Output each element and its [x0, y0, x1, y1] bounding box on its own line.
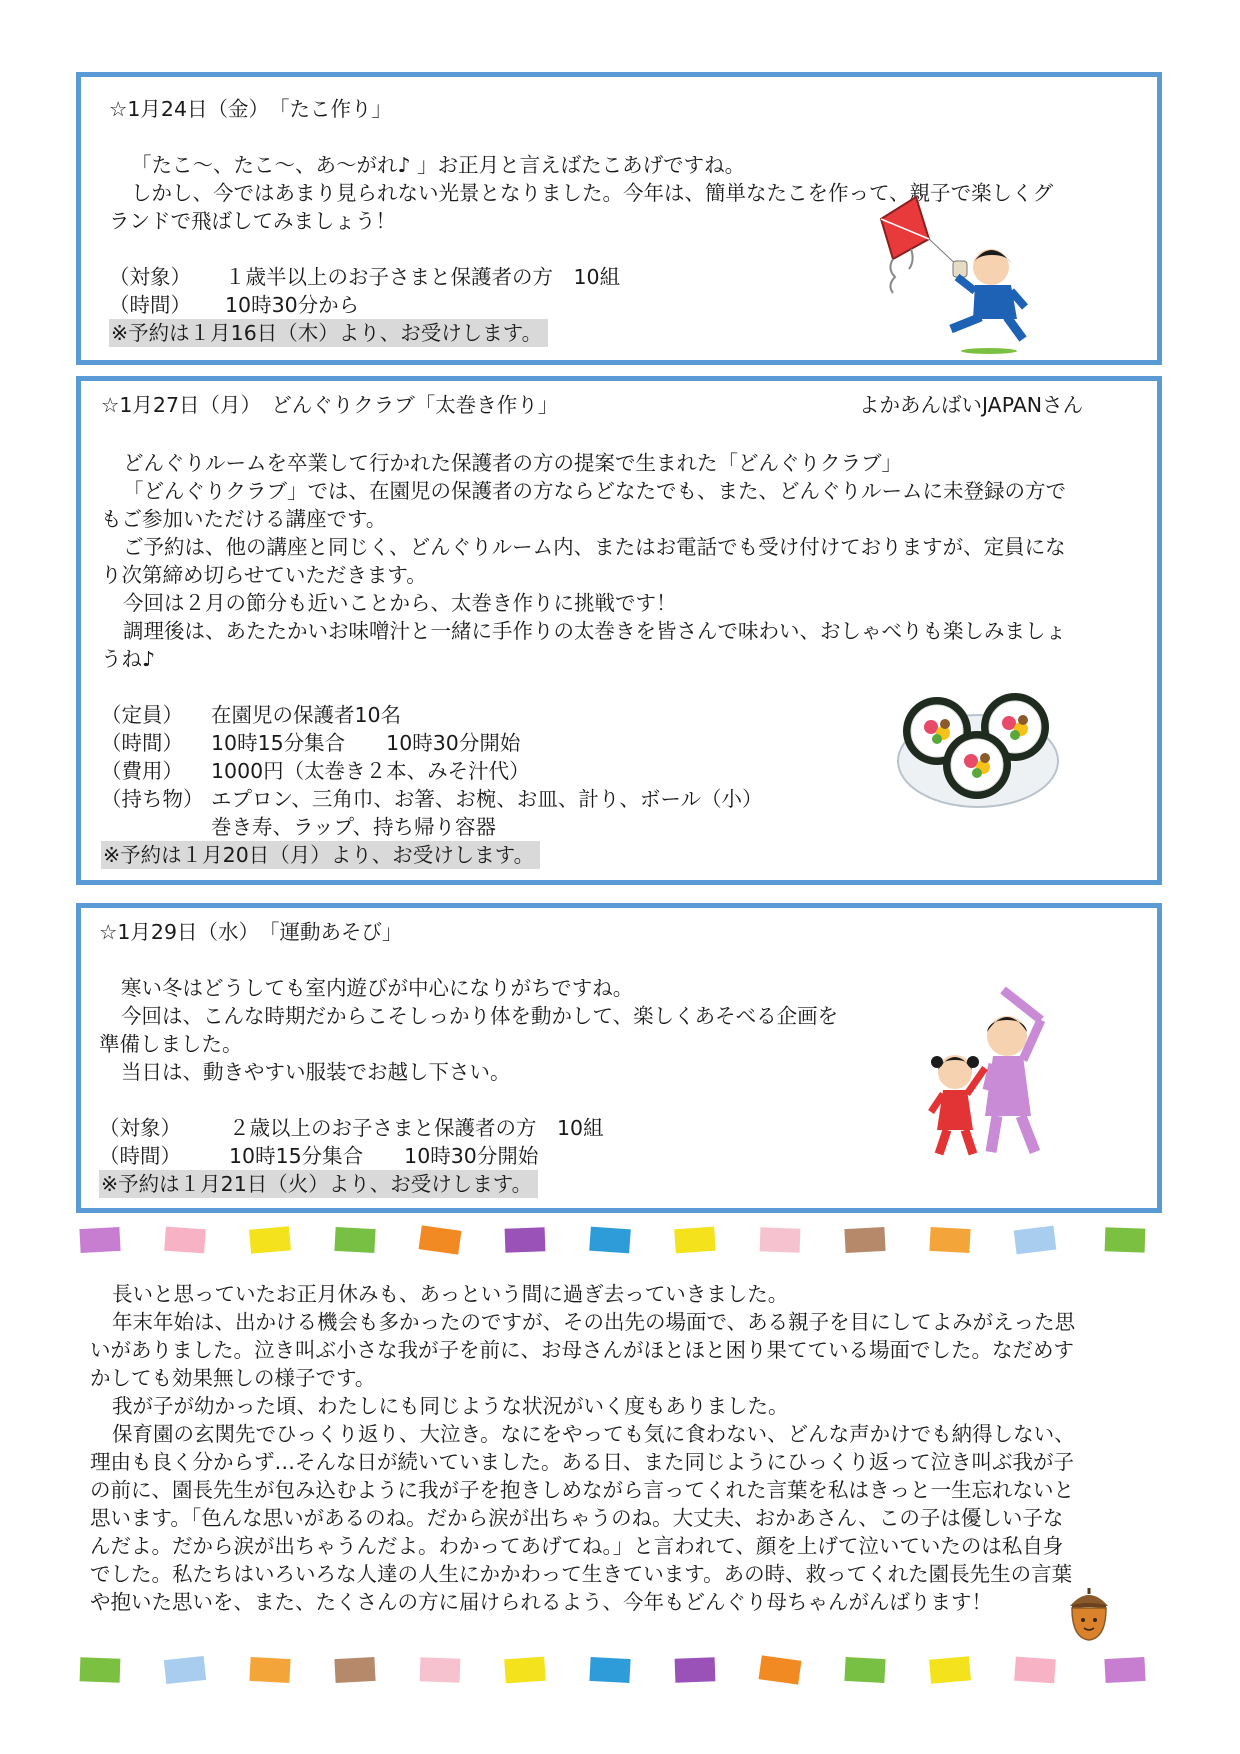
event-title: ☆1月24日（金） 「たこ作り」 [109, 97, 393, 121]
confetti-piece [419, 1225, 462, 1254]
event-text-line: もご参加いただける講座です。 [101, 507, 387, 531]
target-label: （対象） [109, 265, 191, 289]
capacity-label: （定員） [101, 703, 183, 727]
event-text-line: 「どんぐりクラブ」では、在園児の保護者の方ならどなたでも、また、どんぐりルームに未登録の方で [123, 479, 1066, 503]
kite-boy-illustration [871, 189, 1041, 359]
confetti-piece [1014, 1226, 1057, 1255]
essay-line: 思います。「色んな思いがあるのね。だから涙が出ちゃうのね。大丈夫、おかあさん、この子は優しい子な [90, 1506, 1064, 1530]
items-value: エプロン、三角巾、お箸、お椀、お皿、計り、ボール（小） [211, 787, 763, 811]
essay-line: の前に、園長先生が包み込むように我が子を抱きしめながら言ってくれた言葉を私はきっと一生忘れないと [90, 1478, 1074, 1502]
time-value: 10時15分集合 10時30分開始 [211, 731, 521, 755]
confetti-divider-top [0, 1222, 1240, 1262]
confetti-piece [759, 1655, 802, 1684]
confetti-divider-bottom [0, 1652, 1240, 1692]
confetti-piece [589, 1657, 630, 1683]
essay-line: 長いと思っていたお正月休みも、あっという間に過ぎ去っていきました。 [112, 1282, 789, 1306]
confetti-piece [929, 1227, 970, 1253]
event-title: ☆1月29日（水） 「運動あそび」 [99, 920, 403, 944]
event-title: ☆1月27日（月） どんぐりクラブ「太巻き作り」 [101, 393, 559, 417]
event-text-line: ご予約は、他の講座と同じく、どんぐりルーム内、またはお電話でも受け付けておりますが、定員にな [123, 535, 1066, 559]
fee-label: （費用） [101, 759, 183, 783]
time-label: （時間） [99, 1144, 181, 1168]
confetti-piece [79, 1227, 120, 1253]
confetti-piece [1104, 1657, 1145, 1683]
confetti-piece [760, 1227, 801, 1252]
event-text-line: しかし、今ではあまり見られない光景となりました。今年は、簡単なたこを作って、親子で楽しくグ [131, 181, 1054, 205]
event-text-line: 寒い冬はどうしても室内遊びが中心になりがちですね。 [121, 976, 634, 1000]
confetti-piece [1014, 1657, 1056, 1684]
essay-line: んだよ。だから涙が出ちゃうんだよ。わかってあげてね。」と言われて、顔を上げて泣いていたのは私自身 [90, 1534, 1064, 1558]
essay-line: 我が子が幼かった頃、わたしにも同じような状況がいく度もありました。 [112, 1394, 789, 1418]
essay-section [0, 1280, 1240, 1630]
essay-line: や抱いた思いを、また、たくさんの方に届けられるよう、今年もどんぐり母ちゃんがんばります！ [90, 1590, 992, 1614]
event-text-line: うね♪ [101, 647, 156, 671]
essay-line: かしても効果無しの様子です。 [90, 1366, 376, 1390]
confetti-piece [249, 1657, 290, 1683]
event-text-line: 今回は２月の節分も近いことから、太巻き作りに挑戦です！ [123, 591, 677, 615]
time-label: （時間） [101, 731, 183, 755]
reservation-note: ※予約は１月21日（火）より、お受けします。 [99, 1170, 538, 1198]
event-text-line: ランドで飛ばしてみましょう！ [109, 209, 396, 233]
essay-line: 保育園の玄関先でひっくり返り、大泣き。なにをやっても気に食わない、どんな声かけでも納得しない、 [112, 1422, 1075, 1446]
essay-line: 年末年始は、出かける機会も多かったのですが、その出先の場面で、ある親子を目にしてよみがえった思 [112, 1310, 1076, 1334]
confetti-piece [80, 1657, 121, 1682]
confetti-piece [334, 1657, 375, 1683]
guest-name: よかあんばいJAPANさん [859, 393, 1084, 417]
confetti-piece [420, 1657, 461, 1682]
target-label: （対象） [99, 1116, 181, 1140]
event-text-line: 調理後は、あたたかいお味噌汁と一緒に手作りの太巻きを皆さんで味わい、おしゃべりも楽しみましょ [123, 619, 1066, 643]
confetti-piece [164, 1656, 206, 1684]
confetti-piece [589, 1227, 631, 1254]
confetti-piece [164, 1227, 206, 1254]
target-value: １歳半以上のお子さまと保護者の方 10組 [225, 265, 621, 289]
event-box-exercise [76, 903, 1162, 1213]
event-text-line: 今回は、こんな時期だからこそしっかり体を動かして、楽しくあそべる企画を [121, 1004, 839, 1028]
exercise-illustration [907, 980, 1077, 1160]
confetti-piece [505, 1227, 546, 1252]
essay-line: いがありました。泣き叫ぶ小さな我が子を前に、お母さんがほとほと困り果てている場面でした。なだめす [90, 1338, 1074, 1362]
items-label: （持ち物） [101, 787, 204, 811]
items-value-continued: 巻き寿、ラップ、持ち帰り容器 [211, 815, 496, 839]
reservation-note: ※予約は１月16日（木）より、お受けします。 [109, 319, 548, 347]
confetti-piece [249, 1226, 291, 1253]
confetti-piece [929, 1656, 971, 1683]
event-text-line: 準備しました。 [99, 1032, 243, 1056]
event-text-line: 当日は、動きやすい服装でお越し下さい。 [121, 1060, 511, 1084]
confetti-piece [675, 1657, 716, 1682]
confetti-piece [844, 1227, 885, 1253]
event-box-futomaki [76, 376, 1162, 885]
event-text-line: 「たこ～、たこ～、あ～がれ♪ 」お正月と言えばたこあげですね。 [131, 153, 746, 177]
event-text-line: どんぐりルームを卒業して行かれた保護者の方の提案で生まれた「どんぐりクラブ」 [123, 451, 902, 475]
time-value: 10時30分から [225, 293, 360, 317]
confetti-piece [674, 1227, 716, 1254]
fee-value: 1000円（太巻き２本、みそ汁代） [211, 759, 530, 783]
essay-line: 理由も良く分からず…そんな日が続いていました。ある日、また同じようにひっくり返って泣き叫ぶ我が子 [90, 1450, 1074, 1474]
time-value: 10時15分集合 10時30分開始 [229, 1144, 539, 1168]
time-label: （時間） [109, 293, 191, 317]
event-text-line: り次第締め切らせていただきます。 [101, 563, 427, 587]
capacity-value: 在園児の保護者10名 [211, 703, 402, 727]
event-box-tako [76, 72, 1162, 365]
essay-line: でした。私たちはいろいろな人達の人生にかかわって生きています。あの時、救ってくれた園長先生の言葉 [90, 1562, 1073, 1586]
acorn-icon [1066, 1586, 1112, 1642]
confetti-piece [844, 1657, 885, 1683]
confetti-piece [504, 1657, 546, 1684]
futomaki-illustration [893, 681, 1063, 811]
target-value: ２歳以上のお子さまと保護者の方 10組 [229, 1116, 604, 1140]
confetti-piece [334, 1227, 375, 1253]
reservation-note: ※予約は１月20日（月）より、お受けします。 [101, 841, 540, 869]
confetti-piece [1105, 1227, 1146, 1252]
